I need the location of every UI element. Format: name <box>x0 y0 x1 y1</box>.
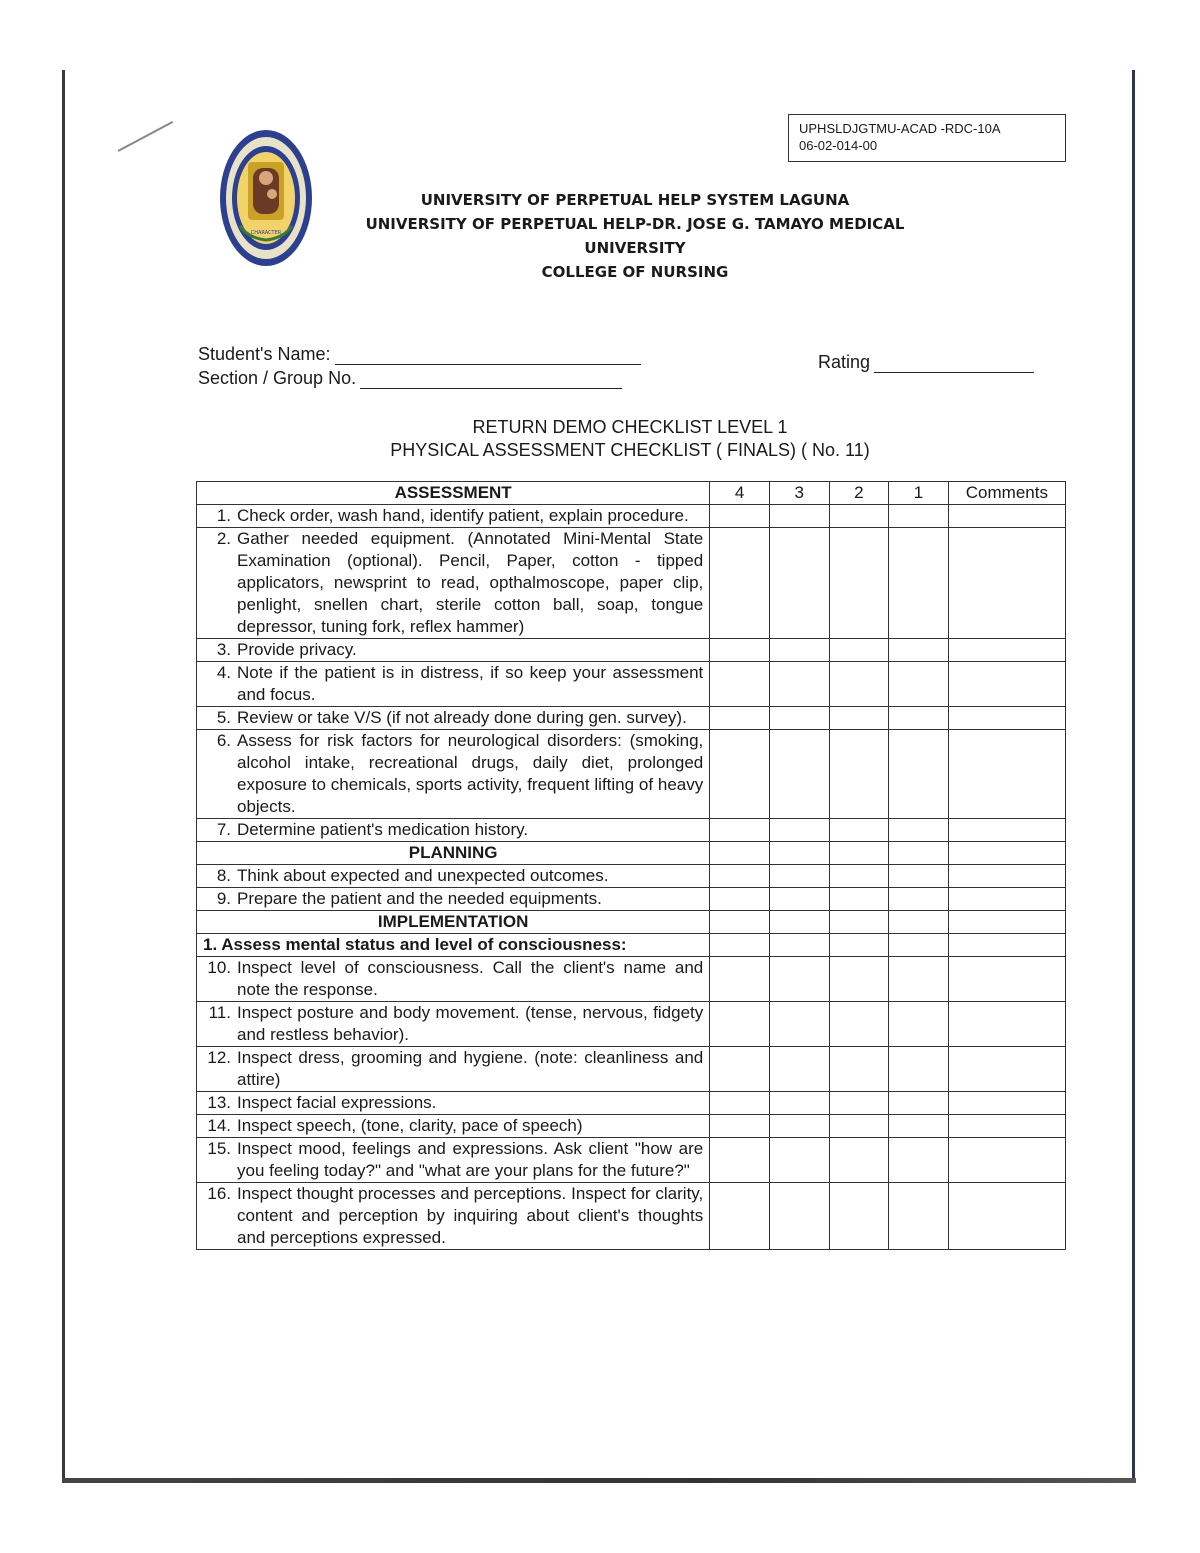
score-cell[interactable] <box>829 662 889 707</box>
student-name-label: Student's Name: <box>198 344 331 364</box>
score-cell[interactable] <box>710 707 770 730</box>
item-text: Provide privacy. <box>237 640 357 659</box>
score-cell[interactable] <box>829 911 889 934</box>
header-line-1: UNIVERSITY OF PERPETUAL HELP SYSTEM LAGUNA <box>420 191 850 209</box>
score-cell[interactable] <box>889 528 949 639</box>
item-number: 3. <box>216 640 231 659</box>
score-cell[interactable] <box>829 1138 889 1183</box>
comment-cell[interactable] <box>948 1183 1065 1250</box>
score-cell[interactable] <box>710 730 770 819</box>
comment-cell[interactable] <box>948 730 1065 819</box>
item-text: Inspect posture and body movement. (tense, nervous, fidgety and restless behavior). <box>237 1003 704 1044</box>
column-header-assessment: ASSESSMENT <box>197 482 710 505</box>
item-text: Determine patient's medication history. <box>237 820 529 839</box>
comment-cell[interactable] <box>948 1138 1065 1183</box>
document-code: UPHSLDJGTMU-ACAD -RDC-10A <box>799 121 1001 136</box>
item-text: Inspect dress, grooming and hygiene. (note: cleanliness and attire) <box>237 1048 704 1089</box>
table-row <box>197 819 1066 842</box>
item-number: 5. <box>216 708 231 727</box>
item-text: Gather needed equipment. (Annotated Mini-Mental State Examination (optional). Pencil, Paper, cotton - tipped applicators, newsprint to read, opthalmoscope, paper clip, penlight, snellen chart, sterile cotton ball, soap, tongue depressor, tuning fork, reflex hammer) <box>237 529 704 636</box>
score-cell[interactable] <box>829 528 889 639</box>
score-cell[interactable] <box>829 707 889 730</box>
score-cell[interactable] <box>889 911 949 934</box>
score-cell[interactable] <box>829 957 889 1002</box>
document-revision: 06-02-014-00 <box>799 138 878 153</box>
score-cell[interactable] <box>710 505 770 528</box>
item-text: Think about expected and unexpected outcomes. <box>237 866 609 885</box>
comment-cell[interactable] <box>948 842 1065 865</box>
student-name-line[interactable] <box>335 346 641 365</box>
score-cell[interactable] <box>710 911 770 934</box>
score-cell[interactable] <box>769 1047 829 1092</box>
table-row <box>197 662 1066 707</box>
section-line[interactable] <box>360 370 622 389</box>
score-cell[interactable] <box>769 528 829 639</box>
score-cell[interactable] <box>710 865 770 888</box>
section-field <box>198 368 622 389</box>
checklist-item <box>197 1115 710 1138</box>
score-cell[interactable] <box>710 842 770 865</box>
student-name-field <box>198 344 641 365</box>
score-cell[interactable] <box>829 1002 889 1047</box>
table-row <box>197 1047 1066 1092</box>
score-cell[interactable] <box>889 707 949 730</box>
pen-mark <box>118 121 174 152</box>
score-cell[interactable] <box>889 730 949 819</box>
score-cell[interactable] <box>710 1092 770 1115</box>
score-cell[interactable] <box>889 865 949 888</box>
score-cell[interactable] <box>769 662 829 707</box>
score-cell[interactable] <box>710 1047 770 1092</box>
score-cell[interactable] <box>710 888 770 911</box>
item-text: Inspect mood, feelings and expressions. Ask client "how are you feeling today?" and "what are your plans for the future?" <box>237 1139 704 1180</box>
checklist-item <box>197 730 710 819</box>
item-number: 16. <box>207 1184 231 1203</box>
item-number: 2. <box>216 529 231 548</box>
score-cell[interactable] <box>829 934 889 957</box>
comment-cell[interactable] <box>948 957 1065 1002</box>
score-cell[interactable] <box>710 1002 770 1047</box>
column-header-3: 3 <box>769 482 829 505</box>
score-cell[interactable] <box>829 865 889 888</box>
score-cell[interactable] <box>710 957 770 1002</box>
item-number: 12. <box>207 1048 231 1067</box>
item-text: Prepare the patient and the needed equipments. <box>237 889 602 908</box>
item-text: Inspect thought processes and perceptions. Inspect for clarity, content and perception by inquiring about client's thoughts and perceptions expressed. <box>237 1184 704 1247</box>
column-header-4: 4 <box>710 482 770 505</box>
column-header-1: 1 <box>889 482 949 505</box>
item-number: 9. <box>216 889 231 908</box>
institution-header <box>320 188 950 284</box>
comment-cell[interactable] <box>948 707 1065 730</box>
score-cell[interactable] <box>769 934 829 957</box>
score-cell[interactable] <box>710 528 770 639</box>
checklist-item <box>197 865 710 888</box>
item-text: Review or take V/S (if not already done during gen. survey). <box>237 708 687 727</box>
checklist-item <box>197 1138 710 1183</box>
table-header-row <box>197 482 1066 505</box>
comment-cell[interactable] <box>948 911 1065 934</box>
item-number: 14. <box>207 1116 231 1135</box>
score-cell[interactable] <box>889 934 949 957</box>
table-row <box>197 639 1066 662</box>
item-text: Check order, wash hand, identify patient, explain procedure. <box>237 506 689 525</box>
table-row <box>197 888 1066 911</box>
item-text: Inspect speech, (tone, clarity, pace of speech) <box>237 1116 583 1135</box>
comment-cell[interactable] <box>948 1115 1065 1138</box>
checklist-item <box>197 662 710 707</box>
score-cell[interactable] <box>829 842 889 865</box>
item-text: Note if the patient is in distress, if so keep your assessment and focus. <box>237 663 704 704</box>
score-cell[interactable] <box>769 911 829 934</box>
score-cell[interactable] <box>769 957 829 1002</box>
table-row <box>197 1138 1066 1183</box>
item-number: 1. <box>216 506 231 525</box>
table-row <box>197 865 1066 888</box>
comment-cell[interactable] <box>948 639 1065 662</box>
score-cell[interactable] <box>889 819 949 842</box>
checklist-item <box>197 505 710 528</box>
table-row <box>197 730 1066 819</box>
score-cell[interactable] <box>769 1092 829 1115</box>
comment-cell[interactable] <box>948 1002 1065 1047</box>
column-header-comments: Comments <box>948 482 1065 505</box>
svg-text:CHARACTER: CHARACTER <box>250 230 282 236</box>
table-row <box>197 528 1066 639</box>
score-cell[interactable] <box>889 957 949 1002</box>
column-header-2: 2 <box>829 482 889 505</box>
comment-cell[interactable] <box>948 1047 1065 1092</box>
score-cell[interactable] <box>769 1002 829 1047</box>
checklist-titles <box>300 416 960 462</box>
rating-line[interactable] <box>874 354 1034 373</box>
comment-cell[interactable] <box>948 888 1065 911</box>
checklist-item <box>197 639 710 662</box>
university-seal-logo <box>218 128 314 268</box>
checklist-item <box>197 957 710 1002</box>
checklist-item <box>197 1183 710 1250</box>
checklist-item <box>197 528 710 639</box>
checklist-item <box>197 1092 710 1115</box>
score-cell[interactable] <box>769 505 829 528</box>
checklist-item <box>197 888 710 911</box>
checklist-item <box>197 819 710 842</box>
page-edge-bottom <box>62 1478 1136 1483</box>
checklist-item <box>197 1002 710 1047</box>
score-cell[interactable] <box>889 1002 949 1047</box>
subsection-label-mental-status: 1. Assess mental status and level of consciousness: <box>197 934 710 957</box>
item-number: 7. <box>216 820 231 839</box>
comment-cell[interactable] <box>948 528 1065 639</box>
header-line-3: COLLEGE OF NURSING <box>541 263 729 281</box>
score-cell[interactable] <box>889 1092 949 1115</box>
score-cell[interactable] <box>710 1183 770 1250</box>
checklist-item <box>197 707 710 730</box>
page-edge-left <box>62 70 65 1480</box>
score-cell[interactable] <box>829 1092 889 1115</box>
score-cell[interactable] <box>769 1183 829 1250</box>
score-cell[interactable] <box>889 1115 949 1138</box>
table-row <box>197 1002 1066 1047</box>
score-cell[interactable] <box>889 842 949 865</box>
score-cell[interactable] <box>769 730 829 819</box>
section-label-planning: PLANNING <box>197 842 710 865</box>
score-cell[interactable] <box>769 888 829 911</box>
checklist-title: RETURN DEMO CHECKLIST LEVEL 1 <box>472 417 788 437</box>
section-label: Section / Group No. <box>198 368 357 388</box>
header-line-2: UNIVERSITY OF PERPETUAL HELP-DR. JOSE G. TAMAYO MEDICAL UNIVERSITY <box>365 215 905 257</box>
score-cell[interactable] <box>889 639 949 662</box>
score-cell[interactable] <box>829 505 889 528</box>
score-cell[interactable] <box>889 505 949 528</box>
score-cell[interactable] <box>829 1183 889 1250</box>
score-cell[interactable] <box>829 1047 889 1092</box>
checklist-item <box>197 1047 710 1092</box>
score-cell[interactable] <box>769 639 829 662</box>
comment-cell[interactable] <box>948 1092 1065 1115</box>
score-cell[interactable] <box>889 1047 949 1092</box>
score-cell[interactable] <box>769 707 829 730</box>
score-cell[interactable] <box>769 865 829 888</box>
section-label-implementation: IMPLEMENTATION <box>197 911 710 934</box>
score-cell[interactable] <box>829 819 889 842</box>
score-cell[interactable] <box>889 888 949 911</box>
score-cell[interactable] <box>769 819 829 842</box>
item-number: 11. <box>208 1003 231 1022</box>
page-edge-right <box>1132 70 1135 1480</box>
score-cell[interactable] <box>889 662 949 707</box>
item-number: 15. <box>207 1139 231 1158</box>
table-row <box>197 957 1066 1002</box>
score-cell[interactable] <box>769 842 829 865</box>
score-cell[interactable] <box>710 662 770 707</box>
subsection-row-mental-status <box>197 934 1066 957</box>
score-cell[interactable] <box>710 934 770 957</box>
score-cell[interactable] <box>829 1115 889 1138</box>
table-row <box>197 707 1066 730</box>
score-cell[interactable] <box>889 1138 949 1183</box>
section-row-implementation <box>197 911 1066 934</box>
score-cell[interactable] <box>710 639 770 662</box>
item-text: Inspect level of consciousness. Call the client's name and note the response. <box>237 958 704 999</box>
rating-label: Rating <box>818 352 871 372</box>
item-number: 10. <box>207 958 231 977</box>
score-cell[interactable] <box>829 730 889 819</box>
comment-cell[interactable] <box>948 934 1065 957</box>
comment-cell[interactable] <box>948 865 1065 888</box>
rating-field <box>818 352 1034 373</box>
table-row <box>197 1183 1066 1250</box>
item-number: 6. <box>216 731 231 750</box>
score-cell[interactable] <box>889 1183 949 1250</box>
score-cell[interactable] <box>710 819 770 842</box>
comment-cell[interactable] <box>948 505 1065 528</box>
score-cell[interactable] <box>769 1115 829 1138</box>
item-number: 8. <box>216 866 231 885</box>
checklist-subtitle: PHYSICAL ASSESSMENT CHECKLIST ( FINALS) ( No. 11) <box>390 440 870 460</box>
item-number: 13. <box>207 1093 231 1112</box>
checklist-table <box>196 481 1066 1250</box>
item-text: Inspect facial expressions. <box>237 1093 437 1112</box>
table-row <box>197 1092 1066 1115</box>
score-cell[interactable] <box>769 1138 829 1183</box>
comment-cell[interactable] <box>948 662 1065 707</box>
document-code-box <box>788 114 1066 162</box>
table-row <box>197 1115 1066 1138</box>
item-number: 4. <box>216 663 231 682</box>
score-cell[interactable] <box>710 1138 770 1183</box>
score-cell[interactable] <box>829 639 889 662</box>
comment-cell[interactable] <box>948 819 1065 842</box>
item-text: Assess for risk factors for neurological disorders: (smoking, alcohol intake, recreational drugs, daily diet, prolonged exposure to chemicals, sports activity, frequent lifting of heavy objects. <box>237 731 704 816</box>
section-row-planning <box>197 842 1066 865</box>
score-cell[interactable] <box>829 888 889 911</box>
score-cell[interactable] <box>710 1115 770 1138</box>
table-row <box>197 505 1066 528</box>
